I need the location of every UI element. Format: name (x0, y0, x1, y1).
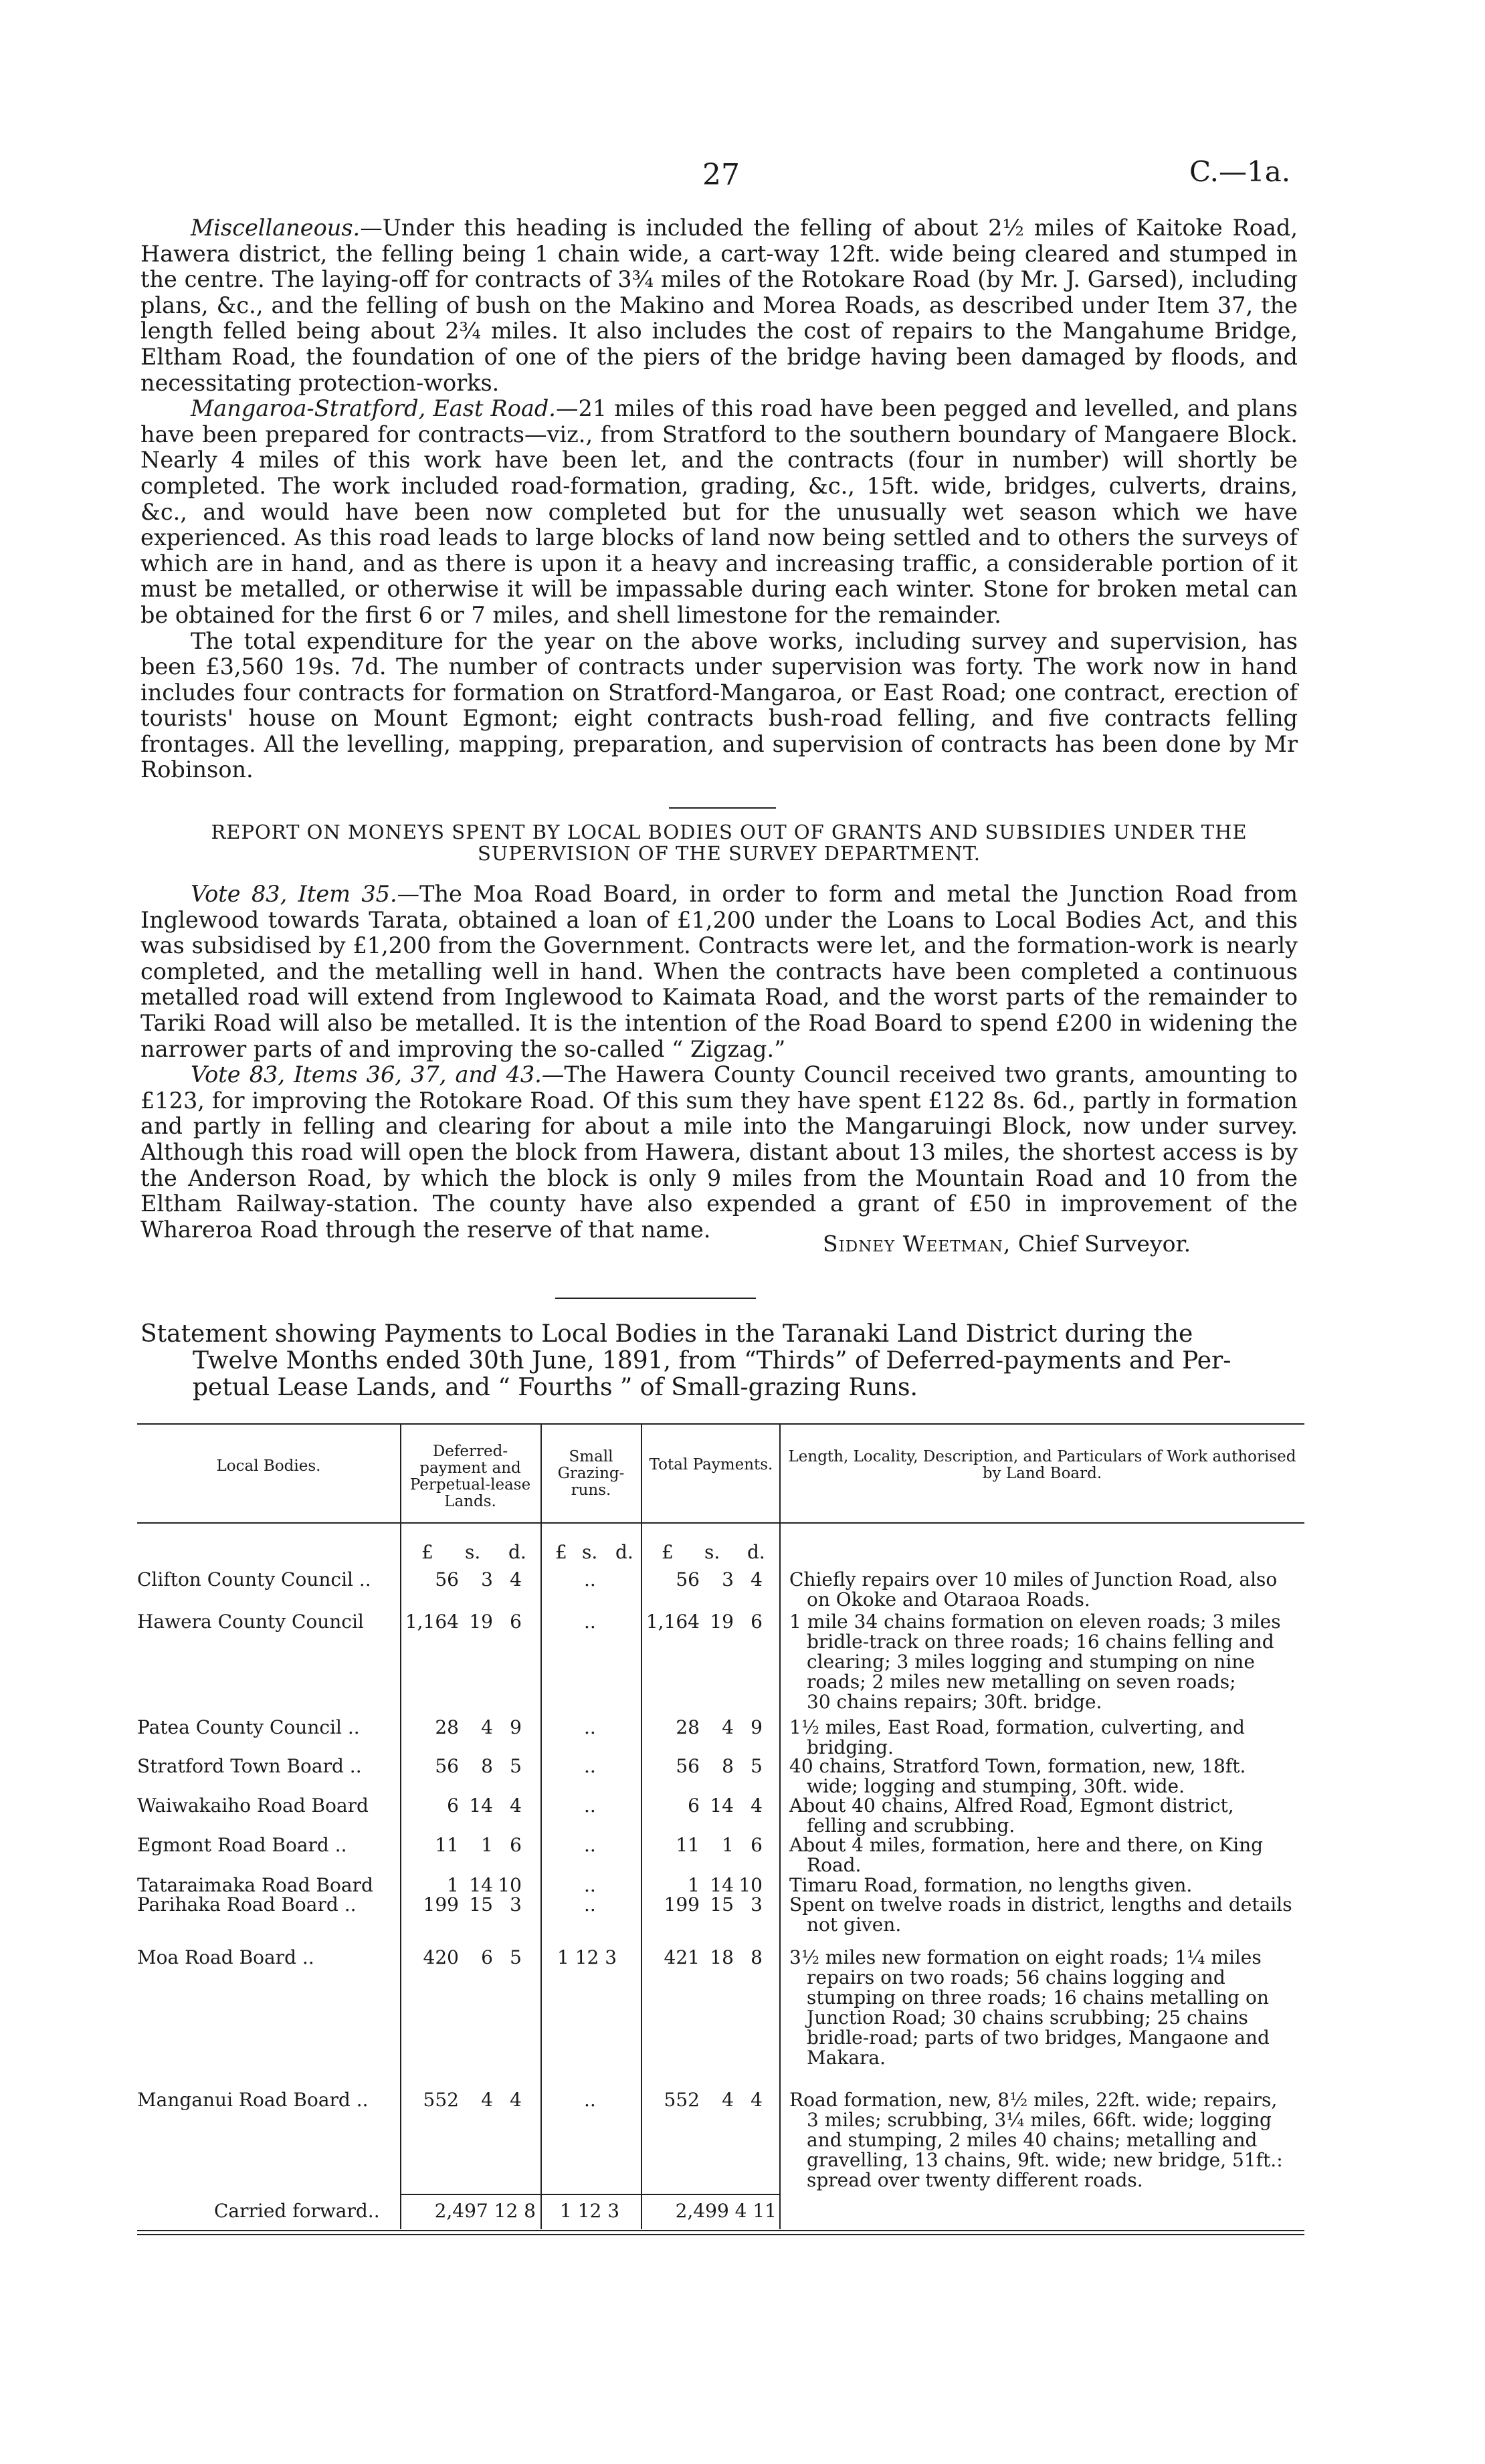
unit-pounds: £ (662, 1541, 674, 1563)
total-shillings: 3 (722, 1568, 734, 1590)
deferred-pence: 6 (510, 1834, 522, 1856)
total-shillings: 19 (710, 1611, 734, 1633)
local-body-name: Stratford Town Board .. (137, 1755, 362, 1777)
particulars-line: not given. (807, 1914, 902, 1936)
column-divider (641, 1423, 642, 2229)
total-pence: 9 (751, 1716, 763, 1738)
report-heading-line1: REPORT ON MONEYS SPENT BY LOCAL BODIES OUT OF GRANTS AND SUBSIDIES UNDER THE (211, 821, 1248, 843)
payments-table (137, 1423, 1304, 2253)
deferred-shillings: 3 (481, 1568, 493, 1590)
total-pence: 10 (738, 1874, 763, 1896)
particulars-line: 1½ miles, East Road, formation, culverting, and (789, 1716, 1245, 1738)
deferred-shillings: 15 (469, 1893, 493, 1916)
deferred-shillings: 14 (469, 1874, 493, 1896)
row-particulars (789, 1948, 1304, 2068)
short-divider (669, 807, 776, 809)
signature-name: Sidney Weetman, (823, 1231, 1011, 1257)
table-top-rule (137, 1423, 1304, 1425)
report-heading-line2: SUPERVISION OF THE SURVEY DEPARTMENT. (477, 842, 981, 865)
total-shillings: 14 (710, 1794, 734, 1817)
small-grazing-value: .. (584, 1834, 596, 1856)
deferred-pence: 4 (510, 1794, 522, 1817)
carried-forward-label: Carried forward.. (214, 2200, 380, 2222)
unit-pence: d. (615, 1541, 633, 1563)
local-body-name: Manganui Road Board .. (137, 2089, 369, 2111)
paragraph-mangaroa (140, 396, 1298, 628)
column-divider (779, 1423, 781, 2229)
total-pounds: 421 (664, 1946, 700, 1968)
page-number: 27 (702, 158, 740, 192)
deferred-shillings: 4 (481, 1716, 493, 1738)
unit-shillings: s. (704, 1541, 720, 1563)
paragraph-text: —21 miles of this road have been pegged and levelled, and plans have been prepared for contracts—viz., from Stratford to the southern boundary of Mangaere Block. Nearly 4 miles of this work have been let, and the contracts (four in number) will shortly be completed. The work included road-formation, grading, &c., 15ft. wide, bridges, culverts, drains, &c., and would have been now completed but for the unusually wet season which we have experienced. As this road leads to large blocks of land now being settled and to others the surveys of which are in hand, and as there is upon it a heavy and increasing traffic, a considerable portion of it must be metalled, or otherwise it will be impassable during each winter. Stone for broken metal can be obtained for the first 6 or 7 miles, and shell limestone for the remainder. (140, 395, 1298, 628)
particulars-line: bridle-track on three roads; 16 chains felling and (807, 1631, 1274, 1653)
header-deferred: Deferred-payment and Perpetual-lease Lands. (409, 1443, 531, 1510)
local-body-name: Moa Road Board .. (137, 1946, 314, 1968)
unit-pounds: £ (555, 1541, 567, 1563)
deferred-pence: 3 (510, 1893, 522, 1916)
paragraph-label: Vote 83, Items 36, 37, and 43. (191, 1061, 542, 1088)
small-grazing-value: .. (584, 1794, 596, 1817)
total-shillings: 1 (722, 1834, 734, 1856)
unit-shillings: s. (582, 1541, 598, 1563)
local-body-name: Egmont Road Board .. (137, 1834, 347, 1856)
total-rule (400, 2194, 779, 2195)
local-body-name: Parihaka Road Board .. (137, 1893, 357, 1916)
total-pounds: 1 (688, 1874, 700, 1896)
statement-title (140, 1321, 1298, 1401)
carried-forward-small: 1 12 3 (560, 2200, 620, 2222)
statement-line2: Twelve Months ended 30th June, 1891, from “Thirds” of Deferred-payments and Per- (193, 1347, 1231, 1374)
deferred-pounds: 11 (435, 1834, 459, 1856)
small-grazing-value: .. (584, 1755, 596, 1777)
particulars-line: Road formation, new, 8½ miles, 22ft. wide; repairs, (789, 2089, 1278, 2111)
row-particulars (789, 1875, 1304, 1895)
document-code: C.—1a. (1189, 155, 1291, 188)
paragraph-total-expenditure: The total expenditure for the year on the above works, including survey and supervision, has been £3,560 19s. 7d. The number of contracts under supervision was forty. The work now in hand includes four contracts for formation on Stratford-Mangaroa, or East Road; one contract, erection of tourists' house on Mount Egmont; eight contracts bush-road felling, and five contracts felling frontages. All the levelling, mapping, preparation, and supervision of contracts has been done by Mr Robinson. (140, 627, 1298, 783)
particulars-line: gravelling, 13 chains, 9ft. wide; new bridge, 51ft.: (807, 2149, 1283, 2171)
total-pounds: 199 (664, 1893, 700, 1916)
deferred-pounds: 6 (447, 1794, 459, 1817)
unit-pounds: £ (421, 1541, 433, 1563)
deferred-pence: 6 (510, 1611, 522, 1633)
particulars-line: felling and scrubbing. (807, 1815, 1015, 1837)
particulars-line: clearing; 3 miles logging and stumping on nine (807, 1651, 1255, 1673)
small-grazing-value: .. (584, 1611, 596, 1633)
total-pounds: 56 (676, 1568, 700, 1590)
total-shillings: 4 (722, 2089, 734, 2111)
deferred-pounds: 56 (435, 1755, 459, 1777)
row-particulars (789, 2090, 1304, 2190)
row-particulars (789, 1835, 1304, 1875)
section-divider (555, 1298, 756, 1299)
deferred-pounds: 1 (447, 1874, 459, 1896)
particulars-line: Road. (807, 1854, 862, 1876)
total-pounds: 552 (664, 2089, 700, 2111)
particulars-line: Spent on twelve roads in district, lengths and details (789, 1893, 1292, 1916)
deferred-pence: 4 (510, 2089, 522, 2111)
paragraph-label: Mangaroa-Stratford, East Road. (191, 395, 556, 422)
small-grazing-value: .. (584, 1893, 596, 1916)
deferred-pence: 10 (498, 1874, 522, 1896)
total-shillings: 8 (722, 1755, 734, 1777)
total-pence: 5 (751, 1755, 763, 1777)
carried-forward-deferred: 2,497 12 8 (434, 2200, 536, 2222)
particulars-line: stumping on three roads; 16 chains metalling on (807, 1986, 1269, 2009)
header-small-grazing: Small Grazing-runs. (557, 1448, 625, 1499)
deferred-shillings: 19 (469, 1611, 493, 1633)
total-pounds: 56 (676, 1755, 700, 1777)
particulars-line: bridging. (807, 1736, 894, 1758)
particulars-line: 1 mile 34 chains formation on eleven roads; 3 miles (789, 1611, 1281, 1633)
particulars-line: and stumping, 2 miles 40 chains; metalling and (807, 2129, 1258, 2151)
total-shillings: 4 (722, 1716, 734, 1738)
small-grazing-value: .. (584, 1874, 596, 1896)
header-total: Total Payments. (649, 1456, 773, 1473)
paragraph-text: —The Hawera County Council received two grants, amounting to £123, for improving the Rotokare Road. Of this sum they have spent £122 8s. 6d., partly in formation and partly in felling and clearing for about a mile into the Mangaruingi Block, now under survey. Although this road will open the block from Hawera, distant about 13 miles, the shortest access is by the Anderson Road, by which the block is only 9 miles from the Mountain Road and 10 from the Eltham Railway-station. The county have also expended a grant of £50 in improvement of the Whareroa Road through the reserve of that name. (140, 1061, 1298, 1243)
total-pence: 8 (751, 1946, 763, 1968)
deferred-shillings: 8 (481, 1755, 493, 1777)
particulars-line: About 4 miles, formation, here and there, on King (789, 1834, 1264, 1856)
particulars-line: About 40 chains, Alfred Road, Egmont district, (789, 1794, 1234, 1817)
unit-shillings: s. (465, 1541, 481, 1563)
deferred-pounds: 28 (435, 1716, 459, 1738)
row-particulars (789, 1570, 1304, 1610)
particulars-line: 30 chains repairs; 30ft. bridge. (807, 1691, 1102, 1713)
signature-title: Chief Surveyor. (1017, 1231, 1191, 1257)
total-pounds: 1,164 (646, 1611, 700, 1633)
total-pence: 6 (751, 1834, 763, 1856)
total-pounds: 28 (676, 1716, 700, 1738)
total-pounds: 6 (688, 1794, 700, 1817)
local-body-name: Patea County Council .. (137, 1716, 360, 1738)
deferred-shillings: 4 (481, 2089, 493, 2111)
total-pence: 6 (751, 1611, 763, 1633)
small-grazing-value: .. (584, 1568, 596, 1590)
particulars-line: wide; logging and stumping, 30ft. wide. (807, 1775, 1185, 1797)
total-pence: 4 (751, 1794, 763, 1817)
paragraph-vote36 (140, 1062, 1298, 1243)
header-local-bodies: Local Bodies. (216, 1457, 321, 1475)
paragraph-text: —Under this heading is included the felling of about 2½ miles of Kaitoke Road, Hawera district, the felling being 1 chain wide, a cart-way 12ft. wide being cleared and stumped in the centre. The laying-off for contracts of 3¾ miles of the Rotokare Road (by Mr. J. Garsed), including plans, &c., and the felling of bush on the Makino and Morea Roads, as described under Item 37, the length felled being about 2¾ miles. It also includes the cost of repairs to the Mangahume Bridge, Eltham Road, the foundation of one of the piers of the bridge having been damaged by floods, and necessitating protection-works. (140, 215, 1298, 396)
unit-pence: d. (508, 1541, 526, 1563)
total-pence: 4 (751, 2089, 763, 2111)
statement-line3: petual Lease Lands, and “ Fourths ” of Small-grazing Runs. (193, 1374, 918, 1401)
particulars-line: 40 chains, Stratford Town, formation, new, 18ft. (789, 1755, 1246, 1777)
particulars-line: Makara. (807, 2047, 886, 2069)
unit-pence: d. (747, 1541, 765, 1563)
row-particulars (789, 1612, 1304, 1712)
signature (823, 1231, 1191, 1257)
total-pence: 3 (751, 1893, 763, 1916)
paragraph-label: Miscellaneous. (191, 215, 361, 241)
deferred-shillings: 1 (481, 1834, 493, 1856)
table-bottom-rule (137, 2234, 1304, 2235)
carried-forward-total: 2,499 4 11 (675, 2200, 777, 2222)
paragraph-text: —The Moa Road Board, in order to form and metal the Junction Road from Inglewood towards Tarata, obtained a loan of £1,200 under the Loans to Local Bodies Act, and this was subsidised by £1,200 from the Government. Contracts were let, and the formation-work is nearly completed, and the metalling well in hand. When the contracts have been completed a continuous metalled road will extend from Inglewood to Kaimata Road, and the worst parts of the remainder to Tariki Road will also be metalled. It is the intention of the Road Board to spend £200 in widening the narrower parts of and improving the so-called “ Zigzag.” (140, 881, 1298, 1062)
paragraph-label: Vote 83, Item 35. (191, 881, 397, 907)
deferred-pence: 5 (510, 1946, 522, 1968)
deferred-shillings: 6 (481, 1946, 493, 1968)
total-shillings: 14 (710, 1874, 734, 1896)
row-particulars (789, 1796, 1304, 1836)
particulars-line: repairs on two roads; 56 chains logging and (807, 1966, 1225, 1988)
header-rule (137, 1522, 1304, 1524)
deferred-pounds: 199 (423, 1893, 459, 1916)
row-particulars (789, 1895, 1304, 1935)
row-particulars (789, 1718, 1304, 1758)
statement-line1: Statement showing Payments to Local Bodies in the Taranaki Land District during the (140, 1320, 1193, 1348)
particulars-line: roads; 2 miles new metalling on seven roads; (807, 1671, 1236, 1693)
total-shillings: 15 (710, 1893, 734, 1916)
paragraph-vote35 (140, 882, 1298, 1062)
deferred-pounds: 552 (423, 2089, 459, 2111)
deferred-pounds: 1,164 (405, 1611, 459, 1633)
deferred-pence: 9 (510, 1716, 522, 1738)
body-section (140, 215, 1298, 783)
local-body-name: Clifton County Council .. (137, 1568, 371, 1590)
local-body-name: Tataraimaka Road Board (137, 1874, 373, 1896)
deferred-pence: 5 (510, 1755, 522, 1777)
small-grazing-value: 1 12 3 (557, 1946, 617, 1968)
row-particulars (789, 1756, 1304, 1796)
particulars-line: 3 miles; scrubbing, 3¼ miles, 66ft. wide; logging (807, 2109, 1272, 2131)
local-body-name: Waiwakaiho Road Board (137, 1794, 369, 1817)
column-divider (540, 1423, 542, 2229)
local-body-name: Hawera County Council (137, 1611, 364, 1633)
deferred-shillings: 14 (469, 1794, 493, 1817)
report-heading (161, 821, 1298, 864)
particulars-line: Timaru Road, formation, no lengths given. (789, 1874, 1193, 1896)
particulars-line: Junction Road; 30 chains scrubbing; 25 chains (807, 2007, 1248, 2029)
deferred-pounds: 56 (435, 1568, 459, 1590)
small-grazing-value: .. (584, 1716, 596, 1738)
deferred-pounds: 420 (423, 1946, 459, 1968)
deferred-pence: 4 (510, 1568, 522, 1590)
table-bottom-rule (137, 2230, 1304, 2231)
column-divider (400, 1423, 401, 2229)
header-particulars: Length, Locality, Description, and Particulars of Work authorised by Land Board. (788, 1448, 1296, 1482)
paragraph-miscellaneous (140, 215, 1298, 396)
report-section (140, 882, 1298, 1243)
particulars-line: 3½ miles new formation on eight roads; 1¼ miles (789, 1946, 1262, 1968)
total-pence: 4 (751, 1568, 763, 1590)
particulars-line: on Okoke and Otaraoa Roads. (807, 1588, 1090, 1611)
total-shillings: 18 (710, 1946, 734, 1968)
total-pounds: 11 (676, 1834, 700, 1856)
particulars-line: Chiefly repairs over 10 miles of Junction Road, also (789, 1568, 1278, 1590)
particulars-line: spread over twenty different roads. (807, 2169, 1143, 2191)
small-grazing-value: .. (584, 2089, 596, 2111)
particulars-line: bridle-road; parts of two bridges, Mangaone and (807, 2027, 1270, 2049)
